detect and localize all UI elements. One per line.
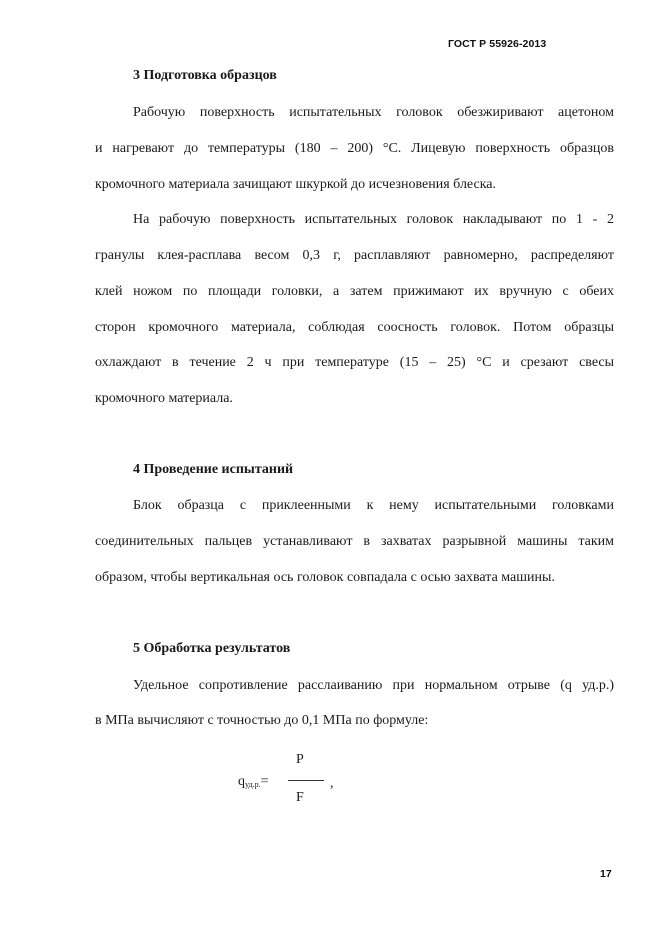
paragraph-line: Блок образца с приклеенными к нему испытательными головками — [133, 498, 614, 513]
paragraph-line: в МПа вычисляют с точностью до 0,1 МПа по формуле: — [95, 713, 429, 728]
paragraph-line: сторон кромочного материала, соблюдая соосность головок. Потом образцы — [95, 320, 614, 335]
formula-comma: , — [330, 776, 334, 791]
section-heading-testing: 4 Проведение испытаний — [133, 462, 294, 477]
formula — [238, 752, 358, 812]
paragraph-line: клей ножом по площади головки, а затем прижимают их вручную с обеих — [95, 284, 614, 299]
formula-lhs — [238, 774, 268, 790]
standard-number: ГОСТ Р 55926-2013 — [448, 38, 547, 50]
paragraph-line: соединительных пальцев устанавливают в захватах разрывной машины таким — [95, 534, 614, 549]
formula-denominator: F — [296, 790, 304, 805]
fraction-bar — [288, 780, 324, 781]
section-heading-results: 5 Обработка результатов — [133, 641, 291, 656]
paragraph-line: Удельное сопротивление расслаиванию при нормальном отрыве (q уд.р.) — [133, 678, 614, 693]
paragraph-line: и нагревают до температуры (180 – 200) °С. Лицевую поверхность образцов — [95, 141, 614, 156]
paragraph-line: кромочного материала зачищают шкуркой до исчезновения блеска. — [95, 177, 497, 192]
paragraph-line: Рабочую поверхность испытательных головок обезжиривают ацетоном — [133, 105, 614, 120]
paragraph-line: кромочного материала. — [95, 391, 233, 406]
formula-symbol: q — [238, 774, 245, 789]
formula-numerator: P — [296, 752, 304, 767]
page-number: 17 — [600, 868, 612, 880]
section-heading-preparation: 3 Подготовка образцов — [133, 68, 277, 83]
formula-subscript: уд.р. — [245, 780, 261, 789]
paragraph-line: образом, чтобы вертикальная ось головок совпадала с осью захвата машины. — [95, 570, 555, 585]
formula-equals: = — [260, 774, 269, 789]
paragraph-line: гранулы клея-расплава весом 0,3 г, расплавляют равномерно, распределяют — [95, 248, 614, 263]
paragraph-line: На рабочую поверхность испытательных головок накладывают по 1 - 2 — [133, 212, 614, 227]
paragraph-line: охлаждают в течение 2 ч при температуре (15 – 25) °С и срезают свесы — [95, 355, 614, 370]
